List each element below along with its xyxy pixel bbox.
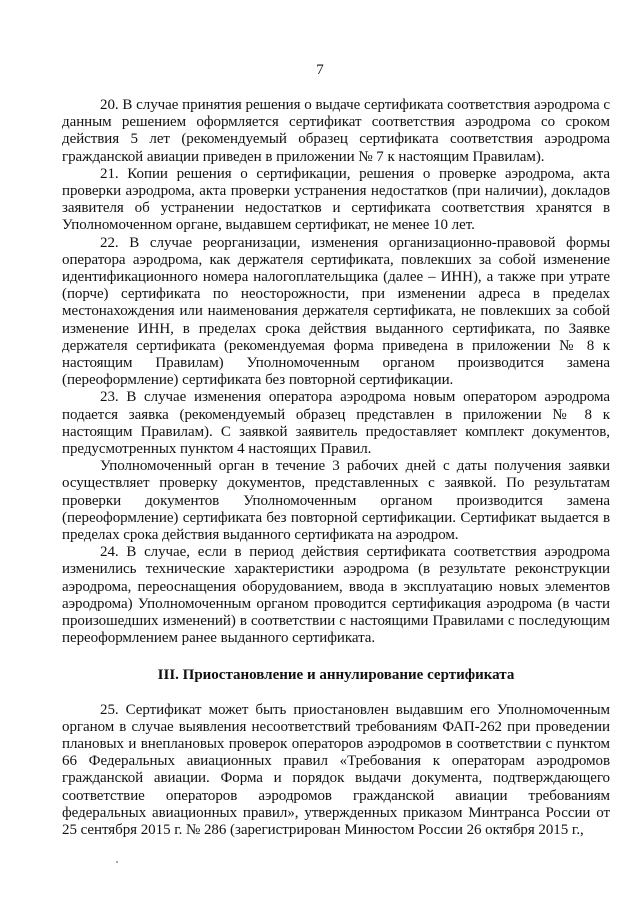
paragraph-22: 22. В случае реорганизации, изменения организационно-правовой формы оператора аэродрома, как держателя сертификата, повлекших за собой изменение идентификационного номера налогоплательщика (далее – ИНН), а также при утрате (порче) сертификата по неосторожности, при изменении адреса в пределах местонахождения или наименования держателя сертификата, не повлекших за собой изменение ИНН, в пределах срока действия выданного сертификата, по Заявке держателя сертификата (рекомендуемая форма приведена в приложении № 8 к настоящим Правилам) Уполномоченным органом производится замена (переоформление) сертификата без повторной сертификации. bbox=[62, 234, 610, 389]
page-number: 7 bbox=[316, 62, 324, 78]
paragraph-23-continuation: Уполномоченный орган в течение 3 рабочих дней с даты получения заявки осуществляет проверку документов, представленных с заявкой. По результатам проверки документов Уполномоченным органом производится замена (переоформление) сертификата без повторной сертификации. Сертификат выдается в пределах срока действия выданного сертификата на аэродром. bbox=[62, 458, 610, 544]
paragraph-20: 20. В случае принятия решения о выдаче сертификата соответствия аэродрома с данным решением оформляется сертификат соответствия аэродрома со сроком действия 5 лет (рекомендуемый образец сертификата соответствия аэродрома гражданской авиации приведен в приложении № 7 к настоящим Правилам). bbox=[62, 97, 610, 165]
paragraph-24: 24. В случае, если в период действия сертификата соответствия аэродрома изменились технические характеристики аэродрома (в результате реконструкции аэродрома, переоснащения оборудованием, ввода в эксплуатацию новых элементов аэродрома) Уполномоченным органом проводится сертификация аэродрома (в части произошедших изменений) в соответствии с настоящими Правилами с последующим переоформлением ранее выданного сертификата. bbox=[62, 544, 610, 647]
document-body bbox=[62, 97, 610, 839]
paragraph-21: 21. Копии решения о сертификации, решения о проверке аэродрома, акта проверки аэродрома, акта проверки устранения недостатков (при наличии), докладов заявителя об устранении недостатков и сертификата соответствия хранятся в Уполномоченном органе, выдавшем сертификат, не менее 10 лет. bbox=[62, 165, 610, 234]
paragraph-23: 23. В случае изменения оператора аэродрома новым оператором аэродрома подается заявка (рекомендуемый образец представлен в приложении № 8 к настоящим Правилам). С заявкой заявитель предоставляет комплект документов, предусмотренных пунктом 4 настоящих Правил. bbox=[62, 389, 610, 458]
section-heading: III. Приостановление и аннулирование сертификата bbox=[157, 666, 515, 683]
paragraph-25: 25. Сертификат может быть приостановлен выдавшим его Уполномоченным органом в случае выявления несоответствий требованиям ФАП-262 при проведении плановых и внеплановых проверок операторов аэродромов в соответствии с пунктом 66 Федеральных авиационных правил «Требования к операторам аэродромов гражданской авиации. Форма и порядок выдачи документа, подтверждающего соответствие операторов аэродромов гражданской авиации требованиям федеральных авиационных правил», утвержденных приказом Минтранса России от 25 сентября 2015 г. № 286 (зарегистрирован Минюстом России 26 октября 2015 г., bbox=[62, 701, 610, 838]
scan-speck bbox=[116, 861, 118, 863]
